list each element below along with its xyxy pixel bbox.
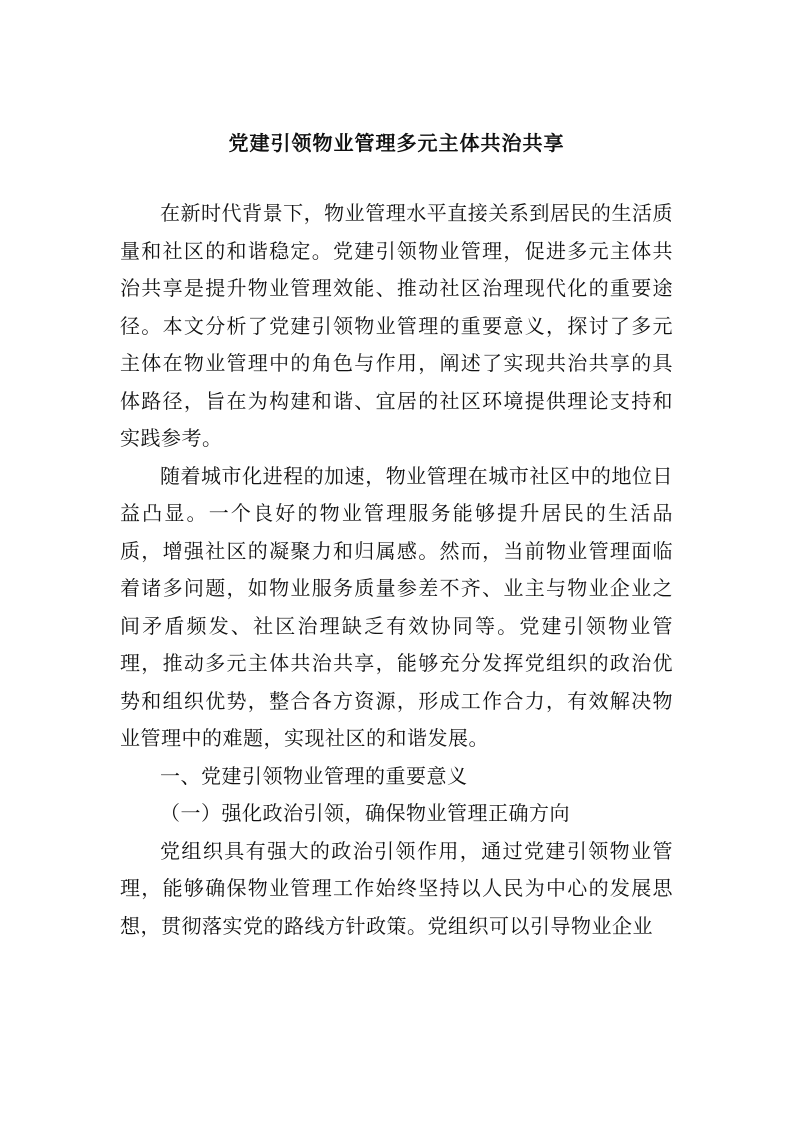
- document-body: [120, 195, 673, 945]
- paragraph-political-leadership: 党组织具有强大的政治引领作用，通过党建引领物业管理，能够确保物业管理工作始终坚持以人民为中心的发展思想，贯彻落实党的路线方针政策。党组织可以引导物业企业: [120, 838, 673, 938]
- subsection-heading-1-1: （一）强化政治引领，确保物业管理正确方向: [160, 801, 570, 825]
- document-title: 党建引领物业管理多元主体共治共享: [228, 131, 565, 155]
- section-heading-1: 一、党建引领物业管理的重要意义: [160, 763, 468, 788]
- paragraph-intro: 在新时代背景下，物业管理水平直接关系到居民的生活质量和社区的和谐稳定。党建引领物业管理，促进多元主体共治共享是提升物业管理效能、推动社区治理现代化的重要途径。本文分析了党建引领物业管理的重要意义，探讨了多元主体在物业管理中的角色与作用，阐述了实现共治共享的具体路径，旨在为构建和谐、宜居的社区环境提供理论支持和实践参考。: [120, 201, 673, 450]
- paragraph-background: 随着城市化进程的加速，物业管理在城市社区中的地位日益凸显。一个良好的物业管理服务能够提升居民的生活品质，增强社区的凝聚力和归属感。然而，当前物业管理面临着诸多问题，如物业服务质量参差不齐、业主与物业企业之间矛盾频发、社区治理缺乏有效协同等。党建引领物业管理，推动多元主体共治共享，能够充分发挥党组织的政治优势和组织优势，整合各方资源，形成工作合力，有效解决物业管理中的难题，实现社区的和谐发展。: [120, 463, 673, 750]
